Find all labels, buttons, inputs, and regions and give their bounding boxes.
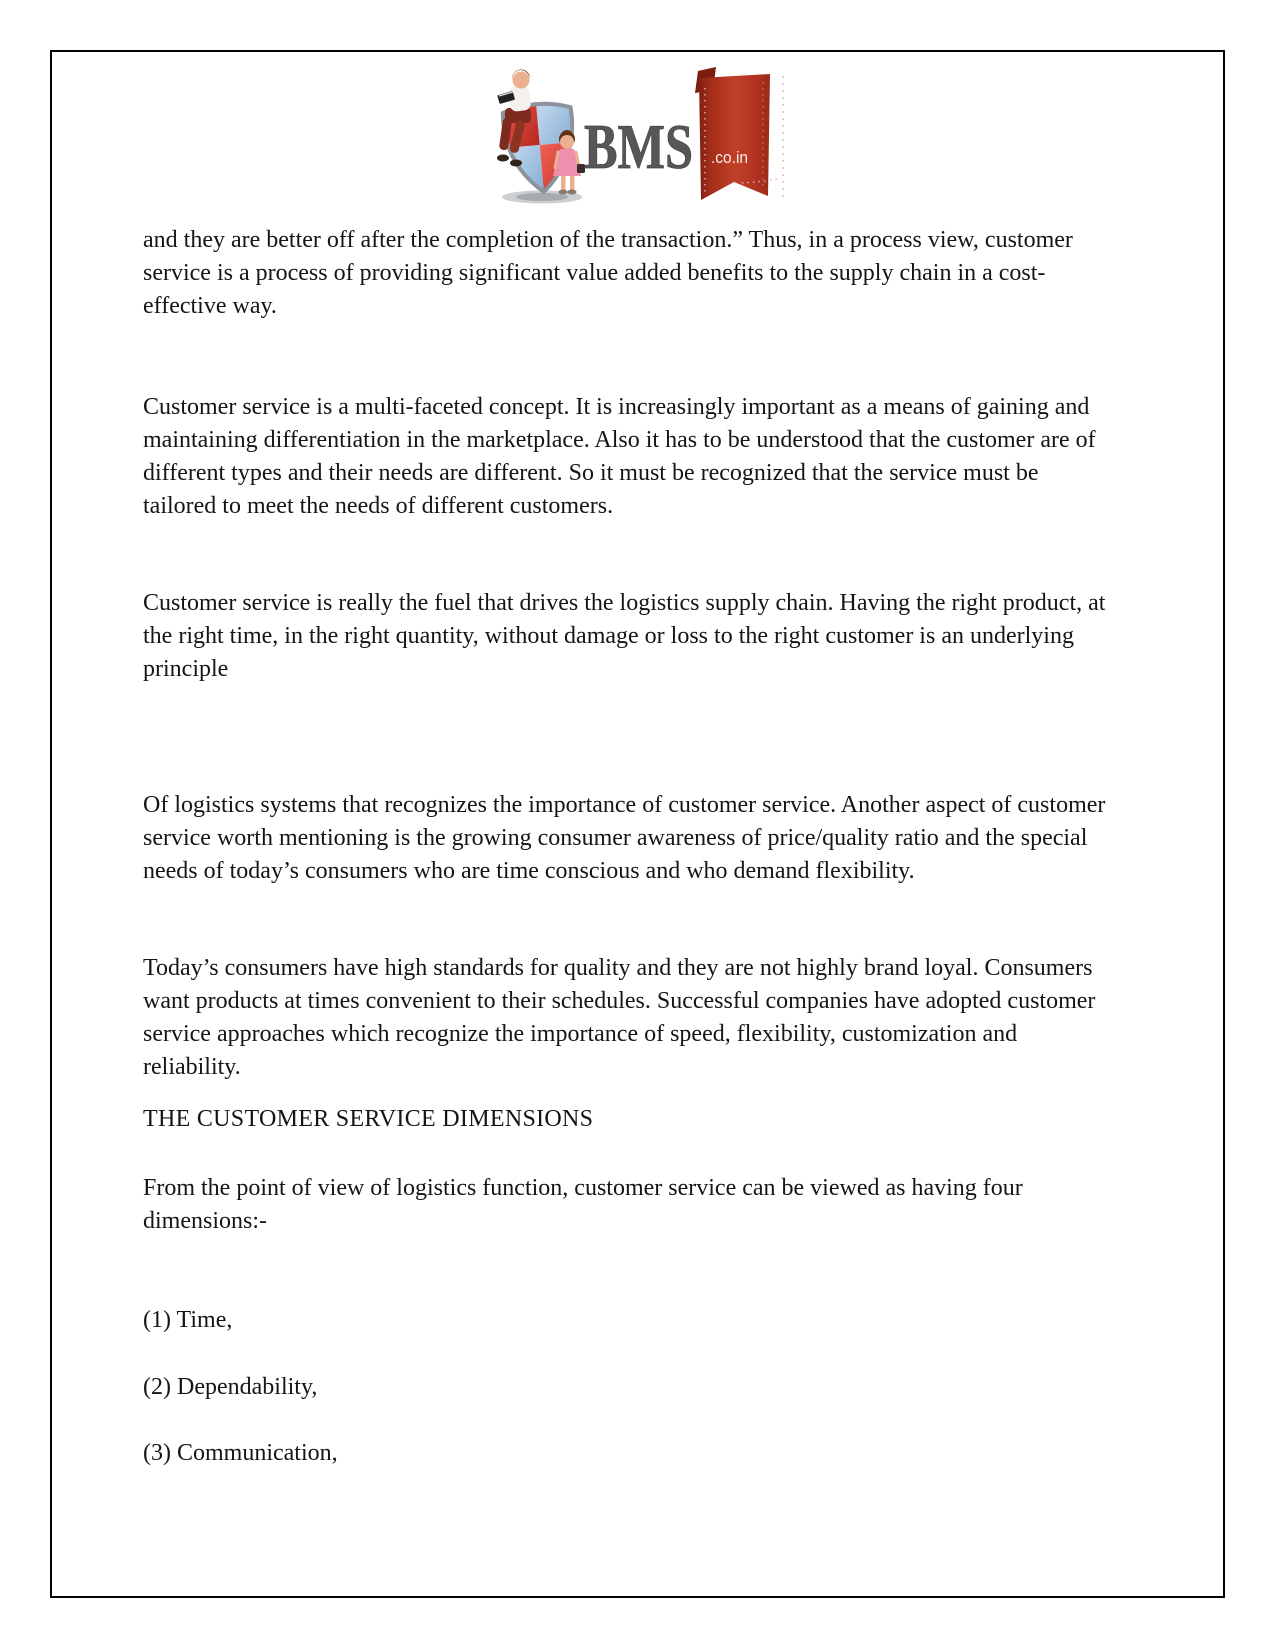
section-heading: THE CUSTOMER SERVICE DIMENSIONS — [143, 1106, 594, 1132]
paragraph-fuel-logistics: Customer service is really the fuel that drives the logistics supply chain. Having the right product, at the right time, in the right quantity, without damage or loss to the right customer is an underlying principle — [143, 590, 1106, 682]
list-item-dependability: (2) Dependability, — [143, 1374, 318, 1400]
brand-text: BMS — [584, 112, 693, 182]
domain-suffix-text: .co.in — [711, 149, 748, 167]
paragraph-multi-faceted-concept: Customer service is a multi-faceted concept. It is increasingly important as a means of gaining and maintaining differentiation in the marketplace. Also it has to be understood that the customer are of different types and their needs are different. So it must be recognized that the service must be tailored to meet the needs of different customers. — [143, 394, 1096, 519]
bms-logo-graphic — [470, 55, 800, 205]
paragraph-transaction-process-view: and they are better off after the completion of the transaction.” Thus, in a process view, customer service is a process of providing significant value added benefits to the supply chain in a cost-effective way. — [143, 227, 1073, 319]
paragraph-logistics-systems: Of logistics systems that recognizes the importance of customer service. Another aspect of customer service worth mentioning is the growing consumer awareness of price/quality ratio and the special needs of today’s consumers who are time conscious and who demand flexibility. — [143, 792, 1106, 884]
bms-logo — [470, 55, 800, 205]
ribbon-bookmark-icon — [695, 67, 781, 200]
list-item-communication: (3) Communication, — [143, 1440, 338, 1466]
paragraph-dimensions-intro: From the point of view of logistics function, customer service can be viewed as having four dimensions:- — [143, 1175, 1023, 1234]
ribbon-dots-outside — [770, 178, 781, 180]
logo-shadow-inner — [516, 193, 568, 201]
list-item-time: (1) Time, — [143, 1307, 233, 1333]
paragraph-todays-consumers: Today’s consumers have high standards for quality and they are not highly brand loyal. Consumers want products at times convenient to their schedules. Successful companies have adopted customer service approaches which recognize the importance of speed, flexibility, customization and reliability. — [143, 955, 1096, 1080]
